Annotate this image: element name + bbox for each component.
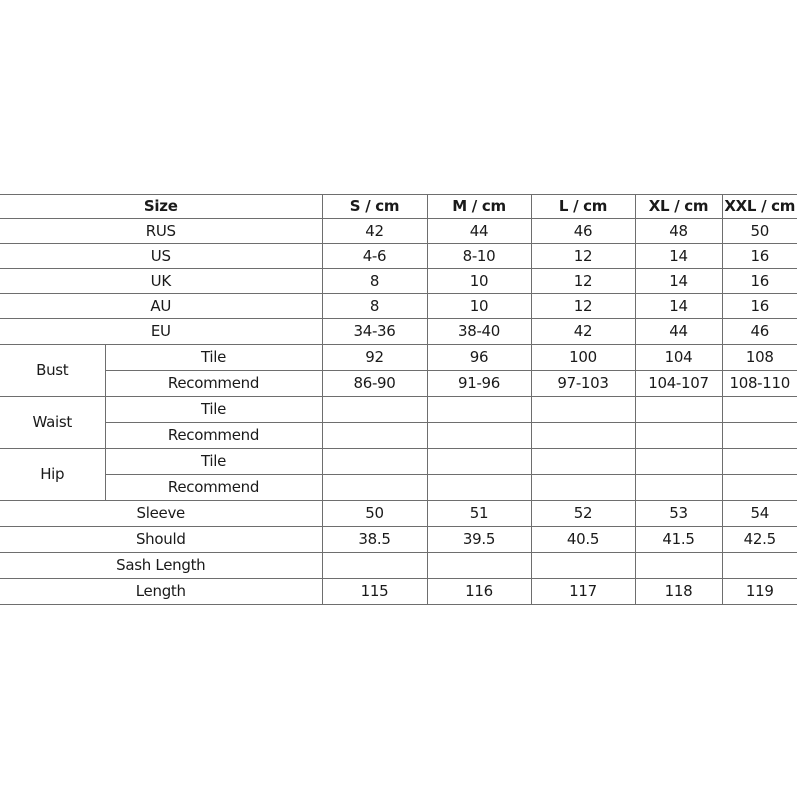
group-label-waist: Waist	[0, 397, 105, 449]
group-label-hip: Hip	[0, 449, 105, 501]
table-cell	[531, 475, 635, 501]
table-row-sash-length	[0, 553, 797, 579]
table-cell: 40.5	[531, 527, 635, 553]
table-cell: 92	[322, 345, 427, 371]
table-cell: 100	[531, 345, 635, 371]
table-cell	[722, 475, 797, 501]
table-cell	[322, 449, 427, 475]
row-label: Length	[0, 579, 322, 605]
table-row-rus	[0, 219, 797, 244]
table-cell	[322, 553, 427, 579]
table-cell: 16	[722, 294, 797, 319]
table-cell: 108	[722, 345, 797, 371]
table-cell: 96	[427, 345, 531, 371]
table-cell: 42	[322, 219, 427, 244]
column-header-xl: XL / cm	[635, 195, 722, 219]
table-cell: 8-10	[427, 244, 531, 269]
table-cell: 41.5	[635, 527, 722, 553]
row-label: Tile	[105, 397, 322, 423]
table-cell: 38-40	[427, 319, 531, 345]
table-row-au	[0, 294, 797, 319]
table-cell: 46	[722, 319, 797, 345]
column-header-m: M / cm	[427, 195, 531, 219]
table-cell	[635, 423, 722, 449]
table-cell: 8	[322, 294, 427, 319]
row-label: AU	[0, 294, 322, 319]
table-cell: 54	[722, 501, 797, 527]
table-cell	[322, 397, 427, 423]
table-cell	[427, 449, 531, 475]
table-cell: 46	[531, 219, 635, 244]
table-row-waist-tile	[0, 397, 797, 423]
table-cell	[722, 397, 797, 423]
table-cell: 14	[635, 294, 722, 319]
row-label: Should	[0, 527, 322, 553]
table-cell: 104	[635, 345, 722, 371]
table-cell	[531, 449, 635, 475]
table-cell	[722, 553, 797, 579]
table-row-uk	[0, 269, 797, 294]
table-row-hip-recommend	[0, 475, 797, 501]
table-cell: 39.5	[427, 527, 531, 553]
table-row-eu	[0, 319, 797, 345]
table-cell: 10	[427, 294, 531, 319]
row-label: Recommend	[105, 423, 322, 449]
table-cell: 4-6	[322, 244, 427, 269]
table-cell	[427, 553, 531, 579]
table-cell: 12	[531, 294, 635, 319]
row-label: RUS	[0, 219, 322, 244]
table-cell: 16	[722, 269, 797, 294]
row-label: Tile	[105, 345, 322, 371]
table-cell	[531, 397, 635, 423]
table-cell	[635, 553, 722, 579]
row-label: EU	[0, 319, 322, 345]
table-cell: 42	[531, 319, 635, 345]
table-row-waist-recommend	[0, 423, 797, 449]
header-row	[0, 195, 797, 219]
column-header-s: S / cm	[322, 195, 427, 219]
size-header: Size	[0, 195, 322, 219]
row-label: Recommend	[105, 371, 322, 397]
row-label: Tile	[105, 449, 322, 475]
table-cell: 51	[427, 501, 531, 527]
table-cell: 48	[635, 219, 722, 244]
table-cell: 50	[322, 501, 427, 527]
group-label-bust: Bust	[0, 345, 105, 397]
table-cell: 8	[322, 269, 427, 294]
table-cell: 52	[531, 501, 635, 527]
column-header-l: L / cm	[531, 195, 635, 219]
table-cell	[531, 423, 635, 449]
row-label: Recommend	[105, 475, 322, 501]
table-cell: 104-107	[635, 371, 722, 397]
table-cell: 12	[531, 244, 635, 269]
table-cell: 86-90	[322, 371, 427, 397]
table-cell: 44	[427, 219, 531, 244]
table-cell: 116	[427, 579, 531, 605]
table-cell: 16	[722, 244, 797, 269]
row-label: Sash Length	[0, 553, 322, 579]
table-row-should	[0, 527, 797, 553]
table-cell: 108-110	[722, 371, 797, 397]
table-cell: 34-36	[322, 319, 427, 345]
table-cell: 91-96	[427, 371, 531, 397]
table-cell	[722, 423, 797, 449]
table-cell	[427, 475, 531, 501]
table-row-hip-tile	[0, 449, 797, 475]
table-cell: 118	[635, 579, 722, 605]
table-row-length	[0, 579, 797, 605]
table-cell: 50	[722, 219, 797, 244]
table-cell: 97-103	[531, 371, 635, 397]
table-cell	[322, 475, 427, 501]
table-cell	[635, 397, 722, 423]
table-cell	[635, 449, 722, 475]
table-cell: 42.5	[722, 527, 797, 553]
table-cell: 38.5	[322, 527, 427, 553]
table-cell: 14	[635, 244, 722, 269]
table-cell	[322, 423, 427, 449]
table-row-us	[0, 244, 797, 269]
table-cell: 10	[427, 269, 531, 294]
table-cell	[531, 553, 635, 579]
row-label: US	[0, 244, 322, 269]
row-label: UK	[0, 269, 322, 294]
size-chart-table	[0, 194, 797, 605]
table-cell	[427, 397, 531, 423]
table-row-bust-tile	[0, 345, 797, 371]
column-header-xxl: XXL / cm	[722, 195, 797, 219]
table-cell	[427, 423, 531, 449]
table-cell: 14	[635, 269, 722, 294]
table-cell	[722, 449, 797, 475]
table-cell: 117	[531, 579, 635, 605]
table-cell	[635, 475, 722, 501]
table-row-bust-recommend	[0, 371, 797, 397]
row-label: Sleeve	[0, 501, 322, 527]
table-row-sleeve	[0, 501, 797, 527]
table-cell: 53	[635, 501, 722, 527]
table-cell: 12	[531, 269, 635, 294]
table-cell: 115	[322, 579, 427, 605]
table-cell: 119	[722, 579, 797, 605]
table-cell: 44	[635, 319, 722, 345]
